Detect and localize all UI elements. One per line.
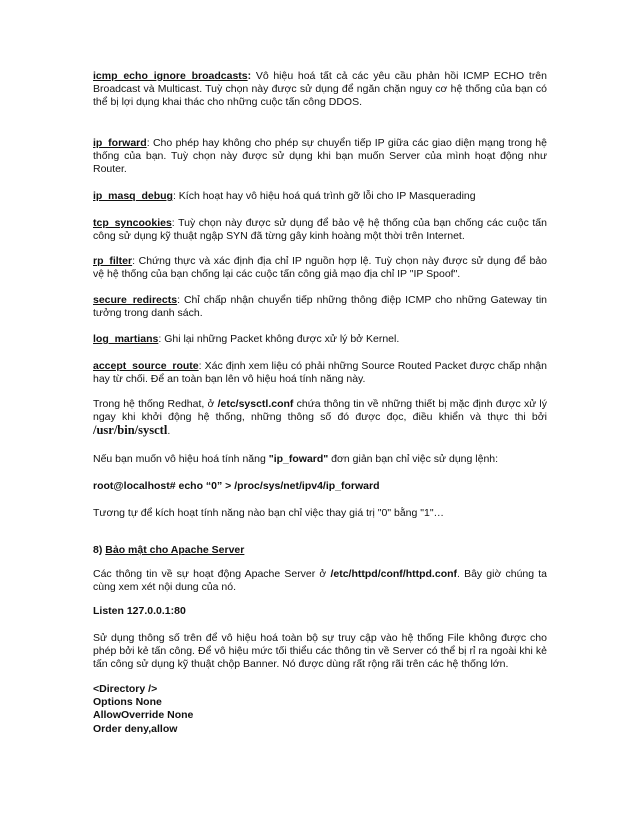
section-title: Bảo mật cho Apache Server xyxy=(105,544,245,556)
item-ip-masq-debug xyxy=(93,190,547,203)
separator: : xyxy=(146,137,150,149)
disable-text: Nếu bạn muốn vô hiệu hoá tính năng xyxy=(93,453,269,465)
redhat-text: Trong hệ thống Redhat, ở xyxy=(93,398,218,410)
separator: : xyxy=(172,190,176,202)
description: Vô hiệu hoá tất cả các yêu cầu phản hồi ICMP ECHO trên Broadcast và Multicast. Tuỳ chọn này được sử dụng để ngăn chặn nguy cơ hệ thống của bạn có thể bị lợi dụng khai thác cho những cuộc tấn công DDOS. xyxy=(93,70,547,109)
term: tcp_syncookies xyxy=(93,217,172,229)
disable-paragraph xyxy=(93,453,547,466)
directory-line: AllowOverride None xyxy=(93,709,194,722)
disable-text: đơn giản bạn chỉ việc sử dụng lệnh: xyxy=(328,453,499,465)
item-tcp-syncookies xyxy=(93,217,547,243)
description: Xác định xem liệu có phải những Source Routed Packet được chấp nhận hay từ chối. Để an toàn bạn lên vô hiệu hoá tính năng này. xyxy=(93,360,547,386)
description: Chỉ chấp nhận chuyển tiếp những thông điệp ICMP cho những Gateway tin tưởng trong danh sách. xyxy=(93,294,547,320)
apache-paragraph xyxy=(93,568,547,594)
directory-line: Options None xyxy=(93,696,162,709)
redhat-paragraph xyxy=(93,398,547,439)
term: rp_filter xyxy=(93,255,133,267)
redhat-text: chứa thông tin về những thiết bị mặc định được xử lý ngay khi khởi động hệ thống, những thông số đó được đọc, điều khiển và thực thi bởi xyxy=(93,398,547,424)
separator: : xyxy=(177,294,180,306)
term: accept_source_route xyxy=(93,360,199,372)
directory-line: Order deny,allow xyxy=(93,722,178,735)
item-icmp xyxy=(93,70,547,110)
separator: : xyxy=(158,333,162,345)
description: Cho phép hay không cho phép sự chuyển tiếp IP giữa các giao diện mạng trong hệ thống của bạn. Tuỳ chọn này được sử dụng khi bạn muốn Server của mình hoạt động như Router. xyxy=(93,137,547,176)
term: ip_masq_debug xyxy=(93,190,173,202)
description: Tuỳ chọn này được sử dụng để bảo vệ hệ thống của bạn chống các cuộc tấn công sử dụng kỹ thuật ngập SYN đã từng gây kinh hoàng một thời trên Internet. xyxy=(93,217,547,243)
section-heading xyxy=(93,544,547,557)
listen-directive: Listen 127.0.0.1:80 xyxy=(93,605,186,617)
redhat-text: . xyxy=(167,425,171,438)
separator: : xyxy=(198,360,202,372)
separator: : xyxy=(132,255,136,267)
sysctl-command: /usr/bin/sysctl xyxy=(93,423,168,438)
section-number: 8) xyxy=(93,544,106,556)
separator: : xyxy=(171,217,175,229)
httpd-conf-path: /etc/httpd/conf/httpd.conf xyxy=(330,568,458,580)
description: Ghi lại những Packet không được xử lý bở Kernel. xyxy=(161,333,400,345)
term: ip_forward xyxy=(93,137,147,149)
disable-command: root@localhost# echo “0” > /proc/sys/net/ipv4/ip_forward xyxy=(93,480,380,492)
apache-text: . Bây giờ chúng ta cùng xem xét nội dung của nó. xyxy=(93,568,548,594)
item-ip-forward xyxy=(93,137,547,177)
separator: : xyxy=(247,70,252,82)
directory-line: <Directory /> xyxy=(93,683,158,695)
item-accept-source-route xyxy=(93,360,547,386)
item-log-martians xyxy=(93,333,547,346)
item-rp-filter xyxy=(93,255,547,281)
description: Kích hoạt hay vô hiệu hoá quá trình gỡ lỗi cho IP Masquerading xyxy=(175,190,476,202)
directory-block xyxy=(93,683,547,736)
term: icmp_echo_ignore_broadcasts xyxy=(93,70,248,82)
apache-text: Các thông tin về sự hoạt động Apache Server ở xyxy=(93,568,331,580)
description: Chứng thực và xác định địa chỉ IP nguồn hợp lệ. Tuỳ chọn này được sử dụng để bảo vệ hệ thống của bạn chống lại các cuộc tấn công giả mạo địa chỉ IP "IP Spoof". xyxy=(93,255,547,281)
item-secure-redirects xyxy=(93,294,547,320)
listen-description: Sử dụng thông số trên để vô hiệu hoá toàn bộ sự truy cập vào hệ thống File không được cho phép bởi kẻ tấn công. Để vô hiệu mức tối thiểu các thông tin về Server có thể bị rỉ ra ngoài khi kẻ tấn công sử dụng kỹ thuật chộp Banner. Nó được dùng rất rộng rãi trên các hệ thống lớn. xyxy=(93,632,547,671)
term: log_martians xyxy=(93,333,159,345)
enable-note: Tương tự để kích hoạt tính năng nào bạn chỉ việc thay giá trị "0" bằng "1"… xyxy=(93,507,445,519)
sysctl-conf-path: /etc/sysctl.conf xyxy=(217,398,294,410)
term: secure_redirects xyxy=(93,294,178,306)
feature-name: "ip_foward" xyxy=(268,453,329,465)
